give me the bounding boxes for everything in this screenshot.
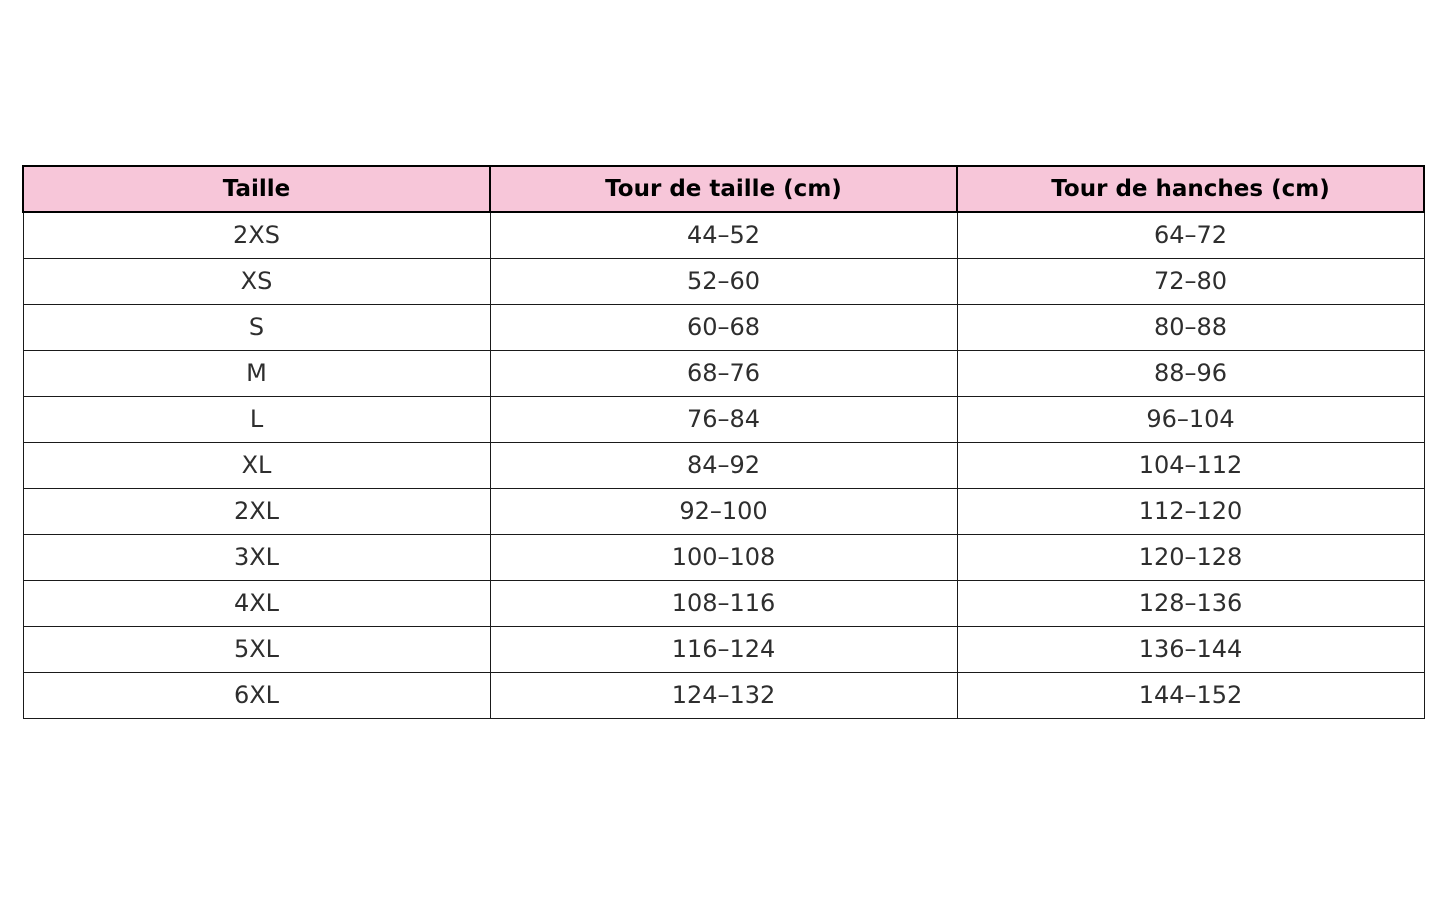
size-chart-table: [22, 165, 1425, 719]
table-cell: XL: [23, 442, 490, 488]
column-header-3: Tour de hanches (cm): [957, 166, 1424, 212]
table-cell: 120–128: [957, 534, 1424, 580]
table-cell: 100–108: [490, 534, 957, 580]
table-row: [23, 396, 1424, 442]
table-cell: 72–80: [957, 258, 1424, 304]
table-row: [23, 350, 1424, 396]
column-header-1: Taille: [23, 166, 490, 212]
table-cell: 144–152: [957, 672, 1424, 718]
table-cell: 76–84: [490, 396, 957, 442]
table-cell: 4XL: [23, 580, 490, 626]
table-row: [23, 672, 1424, 718]
table-cell: 108–116: [490, 580, 957, 626]
header-row: [23, 166, 1424, 212]
table-cell: 80–88: [957, 304, 1424, 350]
table-cell: 2XS: [23, 212, 490, 258]
table-row: [23, 304, 1424, 350]
table-cell: 116–124: [490, 626, 957, 672]
table-cell: L: [23, 396, 490, 442]
table-cell: 64–72: [957, 212, 1424, 258]
table-cell: 128–136: [957, 580, 1424, 626]
table-cell: 84–92: [490, 442, 957, 488]
column-header-2: Tour de taille (cm): [490, 166, 957, 212]
table-cell: 52–60: [490, 258, 957, 304]
table-cell: 104–112: [957, 442, 1424, 488]
table-cell: 88–96: [957, 350, 1424, 396]
table-row: [23, 212, 1424, 258]
table-cell: 96–104: [957, 396, 1424, 442]
table-cell: 124–132: [490, 672, 957, 718]
table-cell: 60–68: [490, 304, 957, 350]
table-cell: XS: [23, 258, 490, 304]
table-cell: 2XL: [23, 488, 490, 534]
table-cell: 92–100: [490, 488, 957, 534]
table-row: [23, 580, 1424, 626]
table-row: [23, 626, 1424, 672]
table-cell: 44–52: [490, 212, 957, 258]
table-cell: 5XL: [23, 626, 490, 672]
table-cell: S: [23, 304, 490, 350]
table-row: [23, 488, 1424, 534]
table-header: [23, 166, 1424, 212]
table-body: [23, 212, 1424, 718]
table-cell: 6XL: [23, 672, 490, 718]
table-cell: 112–120: [957, 488, 1424, 534]
table-row: [23, 442, 1424, 488]
table-cell: 136–144: [957, 626, 1424, 672]
table-row: [23, 258, 1424, 304]
table-cell: 68–76: [490, 350, 957, 396]
table-cell: M: [23, 350, 490, 396]
table-row: [23, 534, 1424, 580]
table-cell: 3XL: [23, 534, 490, 580]
